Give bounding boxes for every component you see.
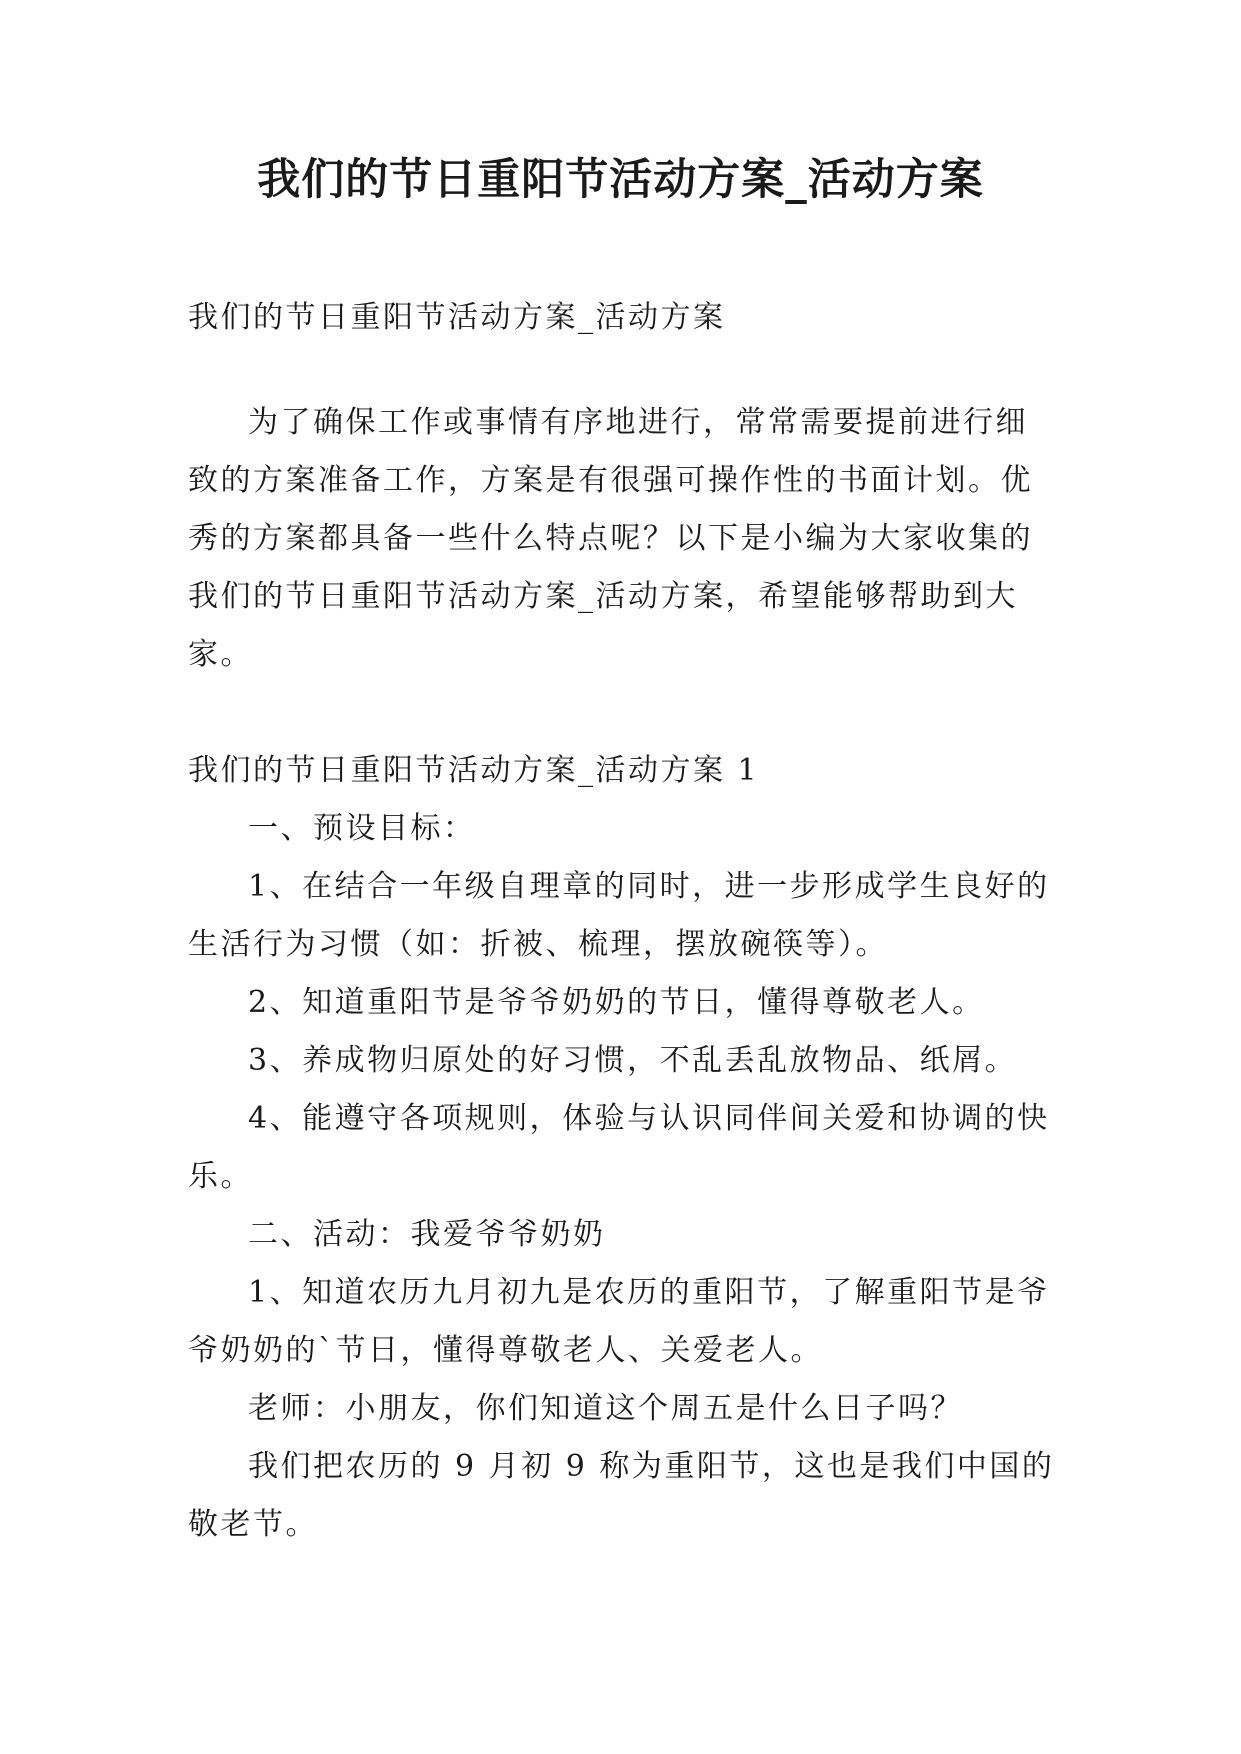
paragraph-explanation: 我们把农历的 9 月初 9 称为重阳节，这也是我们中国的敬老节。	[188, 1449, 1055, 1542]
paragraph-activity-heading: 二、活动：我爱爷爷奶奶	[248, 1217, 606, 1252]
paragraph-goal-3: 3、养成物归原处的好习惯，不乱丢乱放物品、纸屑。	[248, 1043, 1018, 1078]
paragraph-goal-2: 2、知道重阳节是爷爷奶奶的节日，懂得尊敬老人。	[248, 985, 985, 1020]
document-subtitle: 我们的节日重阳节活动方案_活动方案	[188, 300, 726, 335]
paragraph-activity-1: 1、知道农历九月初九是农历的重阳节，了解重阳节是爷爷奶奶的`节日，懂得尊敬老人、关爱老人。	[188, 1275, 1050, 1368]
page-title: 我们的节日重阳节活动方案_活动方案	[257, 155, 984, 205]
section-heading: 我们的节日重阳节活动方案_活动方案 1	[188, 753, 760, 788]
paragraph-teacher-question: 老师：小朋友，你们知道这个周五是什么日子吗？	[248, 1391, 963, 1426]
intro-paragraph: 为了确保工作或事情有序地进行，常常需要提前进行细致的方案准备工作，方案是有很强可操作性的书面计划。优秀的方案都具备一些什么特点呢？以下是小编为大家收集的我们的节日重阳节活动方案_活动方案，希望能够帮助到大家。	[188, 405, 1033, 672]
document-body	[188, 289, 1058, 1554]
paragraph-goal-4: 4、能遵守各项规则，体验与认识同伴间关爱和协调的快乐。	[188, 1101, 1050, 1194]
paragraph-goal-1: 1、在结合一年级自理章的同时，进一步形成学生良好的生活行为习惯（如：折被、梳理，摆放碗筷等）。	[188, 869, 1050, 962]
paragraph-goals-heading: 一、预设目标：	[248, 811, 476, 846]
